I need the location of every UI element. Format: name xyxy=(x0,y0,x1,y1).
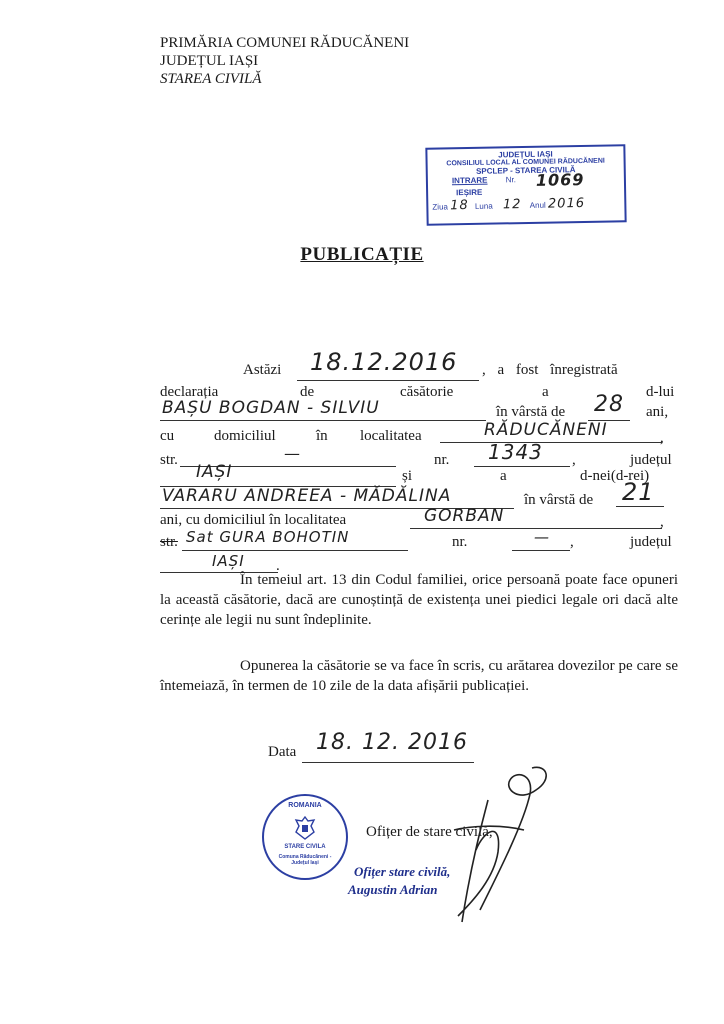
groom-judetul-label: județul xyxy=(630,452,672,468)
stamp-iesire-label: IEȘIRE xyxy=(456,187,483,198)
a-word: a xyxy=(542,384,549,400)
groom-street: — xyxy=(284,444,301,463)
a-word-2: a xyxy=(500,468,507,484)
bride-nr-label: nr. xyxy=(452,534,468,550)
fost-text: , a fost înregistrată xyxy=(482,362,618,378)
institution-header xyxy=(160,34,409,88)
header-line-1: PRIMĂRIA COMUNEI RĂDUCĂNENI xyxy=(160,35,410,51)
dnei-word: d-nei(d-rei) xyxy=(580,468,650,484)
official-round-stamp xyxy=(262,794,348,880)
document-title: PUBLICAȚIE xyxy=(300,244,424,265)
groom-number: 1343 xyxy=(488,440,543,464)
stamp-anul-value: 2016 xyxy=(547,195,586,212)
officer-stamp-line-2: Augustin Adrian xyxy=(348,882,438,897)
registry-stamp xyxy=(425,144,626,225)
data-value: 18. 12. 2016 xyxy=(316,730,468,755)
groom-str-label: str. xyxy=(160,452,178,468)
stamp-anul-label: Anul xyxy=(529,200,546,210)
bride-number-underline xyxy=(512,550,570,551)
officer-label: Ofițer de stare civilă, xyxy=(366,824,493,840)
round-stamp-bottom-text: Comuna Răducăneni - Județul Iași xyxy=(278,854,332,866)
stamp-nr-value: 1069 xyxy=(535,169,585,190)
header-line-3: STAREA CIVILĂ xyxy=(160,71,262,87)
bride-number: — xyxy=(534,528,550,546)
bride-str-struck: str. xyxy=(160,534,178,550)
bride-judetul-label: județul xyxy=(630,534,672,550)
comma-2: , xyxy=(572,452,576,468)
declaratia-word: declarația xyxy=(160,384,219,400)
comma-3: , xyxy=(660,514,664,530)
comma-1: , xyxy=(660,430,664,446)
cu-word: cu xyxy=(160,428,175,444)
bride-street: Sat GURA BOHOTIN xyxy=(186,528,350,546)
bride-name: VARARU ANDREEA - MĂDĂLINA xyxy=(162,486,452,506)
groom-county: IAȘI xyxy=(196,462,233,482)
dlui-word: d-lui xyxy=(646,384,675,400)
stamp-nr-label: Nr. xyxy=(505,175,517,185)
stamp-ziua-value: 18 xyxy=(450,198,469,214)
stamp-line-2: CONSILIUL LOCAL AL COMUNEI RĂDUCĂNENI xyxy=(446,157,605,168)
astazi-label: Astăzi xyxy=(243,362,282,378)
groom-varsta-label: în vârstă de xyxy=(496,404,566,420)
astazi-value: 18.12.2016 xyxy=(310,348,458,376)
bride-street-underline xyxy=(182,550,408,551)
groom-nr-label: nr. xyxy=(434,452,450,468)
data-label: Data xyxy=(268,744,297,760)
header-line-2: JUDEȚUL IAȘI xyxy=(160,53,259,69)
groom-number-underline xyxy=(474,466,570,467)
bride-county: IAȘI xyxy=(212,552,245,570)
paragraph-procedure: Opunerea la căsătorie se va face în scris, cu arătarea dovezilor pe care se întemeiază, în termen de 10 zile de la data afișării publicației. xyxy=(160,658,678,694)
casatorie-word: căsătorie xyxy=(400,384,454,400)
bride-varsta-label: în vârstă de xyxy=(524,492,594,508)
localitatea-word: localitatea xyxy=(360,428,422,444)
handwritten-signature xyxy=(440,760,560,930)
groom-locality: RĂDUCĂNENI xyxy=(484,420,608,440)
round-stamp-center-text: STARE CIVILA xyxy=(284,844,326,850)
domiciliul-word: domiciliul xyxy=(214,428,276,444)
groom-age: 28 xyxy=(594,392,624,417)
stamp-ziua-label: Ziua xyxy=(432,202,449,212)
stamp-luna-value: 12 xyxy=(502,197,522,213)
groom-ani: ani, xyxy=(646,404,669,420)
round-stamp-top-text: ROMANIA xyxy=(288,802,322,809)
stamp-luna-label: Luna xyxy=(474,201,493,211)
stamp-line-3: SPCLEP - STAREA CIVILĂ xyxy=(475,165,576,176)
paragraph-opposition: În temeiul art. 13 din Codul familiei, orice persoană poate face opuneri la această căsătorie, dacă are cunoștință de existența unei piedici legale ori dacă alte cerințe ale legii nu sunt îndeplinite. xyxy=(160,572,678,628)
astazi-underline xyxy=(297,380,479,381)
bride-locality: GORBAN xyxy=(424,506,505,526)
stamp-line-1: JUDEȚUL IAȘI xyxy=(498,149,553,160)
in-word: în xyxy=(316,428,328,444)
stamp-intrare-label: INTRARE xyxy=(451,175,488,186)
bride-age-underline xyxy=(616,506,664,507)
si-word: și xyxy=(402,468,413,484)
groom-name-underline xyxy=(160,420,486,421)
coat-of-arms-icon xyxy=(294,816,316,840)
de-word: de xyxy=(300,384,315,400)
groom-name: BAȘU BOGDAN - SILVIU xyxy=(162,398,380,418)
bride-domicile-label: ani, cu domiciliul în localitatea xyxy=(160,512,347,528)
officer-stamp-line-1: Ofițer stare civilă, xyxy=(354,864,451,879)
comma-5: . xyxy=(276,558,280,574)
comma-4: , xyxy=(570,534,574,550)
bride-age: 21 xyxy=(622,478,655,506)
groom-locality-underline xyxy=(440,442,662,443)
